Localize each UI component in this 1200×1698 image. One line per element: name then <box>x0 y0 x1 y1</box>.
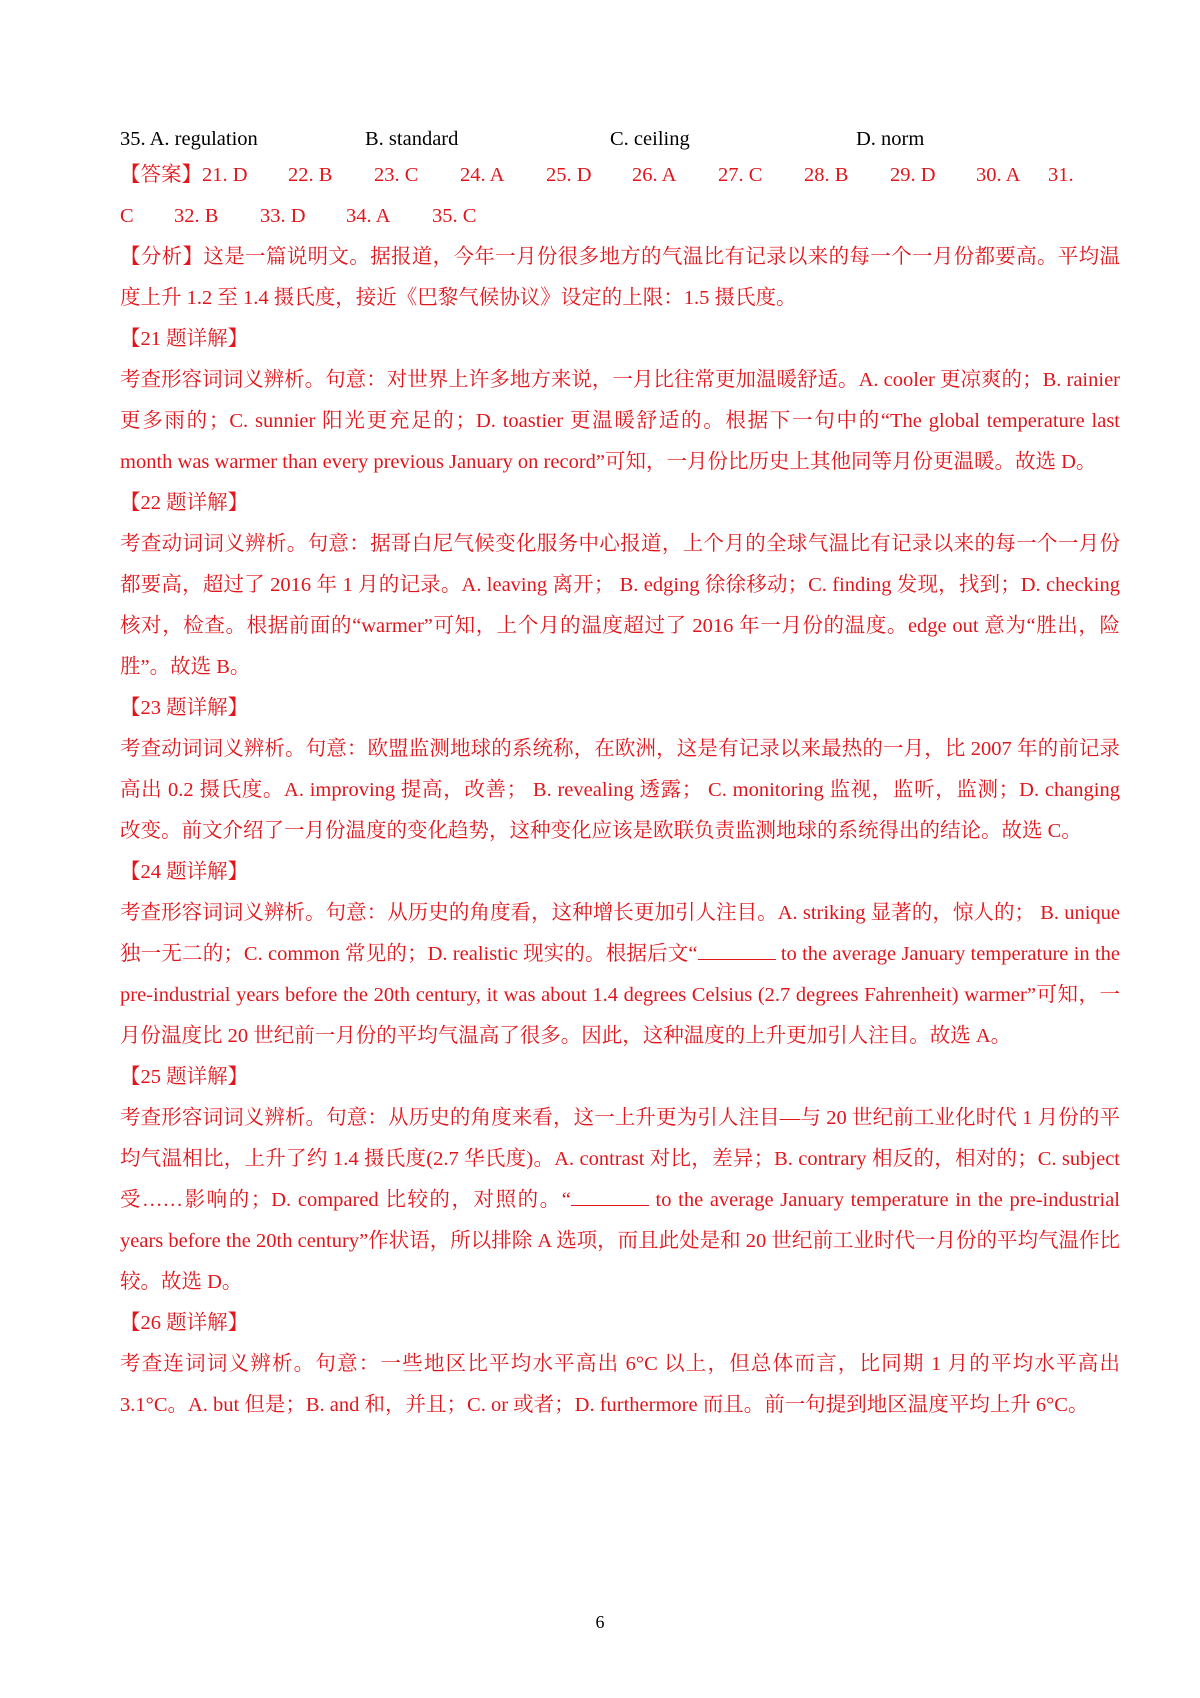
detail-text-24-after: to the average January temperature in the pre-industrial years before the 20th century, it was about 1.4 degrees Celsius (2.7 degrees Fahrenheit) warmer”可知，一月份温度比 20 世纪前一月份的平均气温高了很多。因此，这种温度的上升更加引人注目。故选 A。 <box>120 943 1120 1047</box>
detail-text-26: 考查连词词义辨析。句意：一些地区比平均水平高出 6°C 以上，但总体而言，比同期 1 月的平均水平高出 3.1°C。A. but 但是；B. and 和，并且；C. or 或者；D. furthermore 而且。前一句提到地区温度平均上升 6°C。 <box>120 1353 1120 1416</box>
detail-heading-26: 【26 题详解】 <box>120 1312 249 1334</box>
answer-key <box>120 155 1120 237</box>
detail-heading-25: 【25 题详解】 <box>120 1066 249 1088</box>
detail-heading-24: 【24 题详解】 <box>120 861 249 883</box>
answer-item: 30. A <box>976 164 1021 186</box>
detail-heading-23: 【23 题详解】 <box>120 697 249 719</box>
q35-option-a: 35. A. regulation <box>120 128 258 150</box>
answer-key-line-1 <box>120 155 1120 196</box>
analysis-paragraph <box>120 237 1120 319</box>
answer-item: 24. A <box>460 164 505 186</box>
blank-line <box>571 1183 649 1206</box>
q35-option-d: D. norm <box>856 128 925 150</box>
answer-analysis-content <box>120 155 1120 1426</box>
answer-item: 35. C <box>432 205 477 227</box>
detail-text-22: 考查动词词义辨析。句意：据哥白尼气候变化服务中心报道，上个月的全球气温比有记录以来的每一个一月份都要高，超过了 2016 年 1 月的记录。A. leaving 离开； B. edging 徐徐移动；C. finding 发现，找到；D. checking 核对，检查。根据前面的“warmer”可知，上个月的温度超过了 2016 年一月份的温度。edge out 意为“胜出，险胜”。故选 B。 <box>120 533 1120 678</box>
analysis-text: 这是一篇说明文。据报道，今年一月份很多地方的气温比有记录以来的每一个一月份都要高。平均温度上升 1.2 至 1.4 摄氏度，接近《巴黎气候协议》设定的上限：1.5 摄氏度。 <box>120 246 1121 309</box>
answer-item: 27. C <box>718 164 763 186</box>
detail-heading-22: 【22 题详解】 <box>120 492 249 514</box>
answer-item: 33. D <box>260 205 306 227</box>
answer-item: 28. B <box>804 164 849 186</box>
q35-option-c: C. ceiling <box>610 128 690 150</box>
detail-heading-21: 【21 题详解】 <box>120 328 249 350</box>
detail-text-23: 考查动词词义辨析。句意：欧盟监测地球的系统称，在欧洲，这是有记录以来最热的一月，比 2007 年的前记录高出 0.2 摄氏度。A. improving 提高，改善； B. revealing 透露； C. monitoring 监视，监听，监测；D. changing 改变。前文介绍了一月份温度的变化趋势，这种变化应该是欧联负责监测地球的系统得出的结论。故选 C。 <box>120 738 1120 842</box>
detail-text-21: 考查形容词词义辨析。句意：对世界上许多地方来说，一月比往常更加温暖舒适。A. cooler 更凉爽的；B. rainier 更多雨的；C. sunnier 阳光更充足的；D. toastier 更温暖舒适的。根据下一句中的“The global temperature last month was warmer than every previous January on record”可知，一月份比历史上其他同等月份更温暖。故选 D。 <box>120 369 1120 473</box>
answer-item: 22. B <box>288 164 333 186</box>
answer-item: 31. <box>1048 164 1074 186</box>
answer-item: 34. A <box>346 205 391 227</box>
detail-text-24-before: 考查形容词词义辨析。句意：从历史的角度看，这种增长更加引人注目。A. striking 显著的，惊人的； B. unique 独一无二的；C. common 常见的；D. realistic 现实的。根据后文“ <box>120 902 1120 965</box>
q35-option-b: B. standard <box>365 128 459 150</box>
detail-text-25-before: 考查形容词词义辨析。句意：从历史的角度来看，这一上升更为引人注目—与 20 世纪前工业化时代 1 月份的平均气温相比，上升了约 1.4 摄氏度(2.7 华氏度)。A. contrast 对比，差异；B. contrary 相反的，相对的；C. subject 受……影响的；D. compared 比较的，对照的。“ <box>120 1107 1120 1211</box>
answer-item: 21. D <box>202 164 248 186</box>
analysis-label: 【分析】 <box>120 246 204 268</box>
answer-item: 23. C <box>374 164 419 186</box>
blank-line <box>698 937 776 960</box>
page-number: 6 <box>595 1612 605 1632</box>
detail-text-25-after: to the average January temperature in the pre-industrial years before the 20th century”作状语，所以排除 A 选项，而且此处是和 20 世纪前工业时代一月份的平均气温作比较。故选 D。 <box>120 1189 1120 1293</box>
answer-label: 【答案】 <box>120 164 202 186</box>
question-35-options <box>120 119 1120 159</box>
answer-item: 25. D <box>546 164 592 186</box>
answer-item: 26. A <box>632 164 677 186</box>
answer-key-line-2 <box>120 196 1120 237</box>
answer-item: 29. D <box>890 164 936 186</box>
answer-item: C <box>120 205 134 227</box>
detail-text-25 <box>120 1098 1120 1303</box>
detail-text-24 <box>120 893 1120 1057</box>
answer-item: 32. B <box>174 205 219 227</box>
